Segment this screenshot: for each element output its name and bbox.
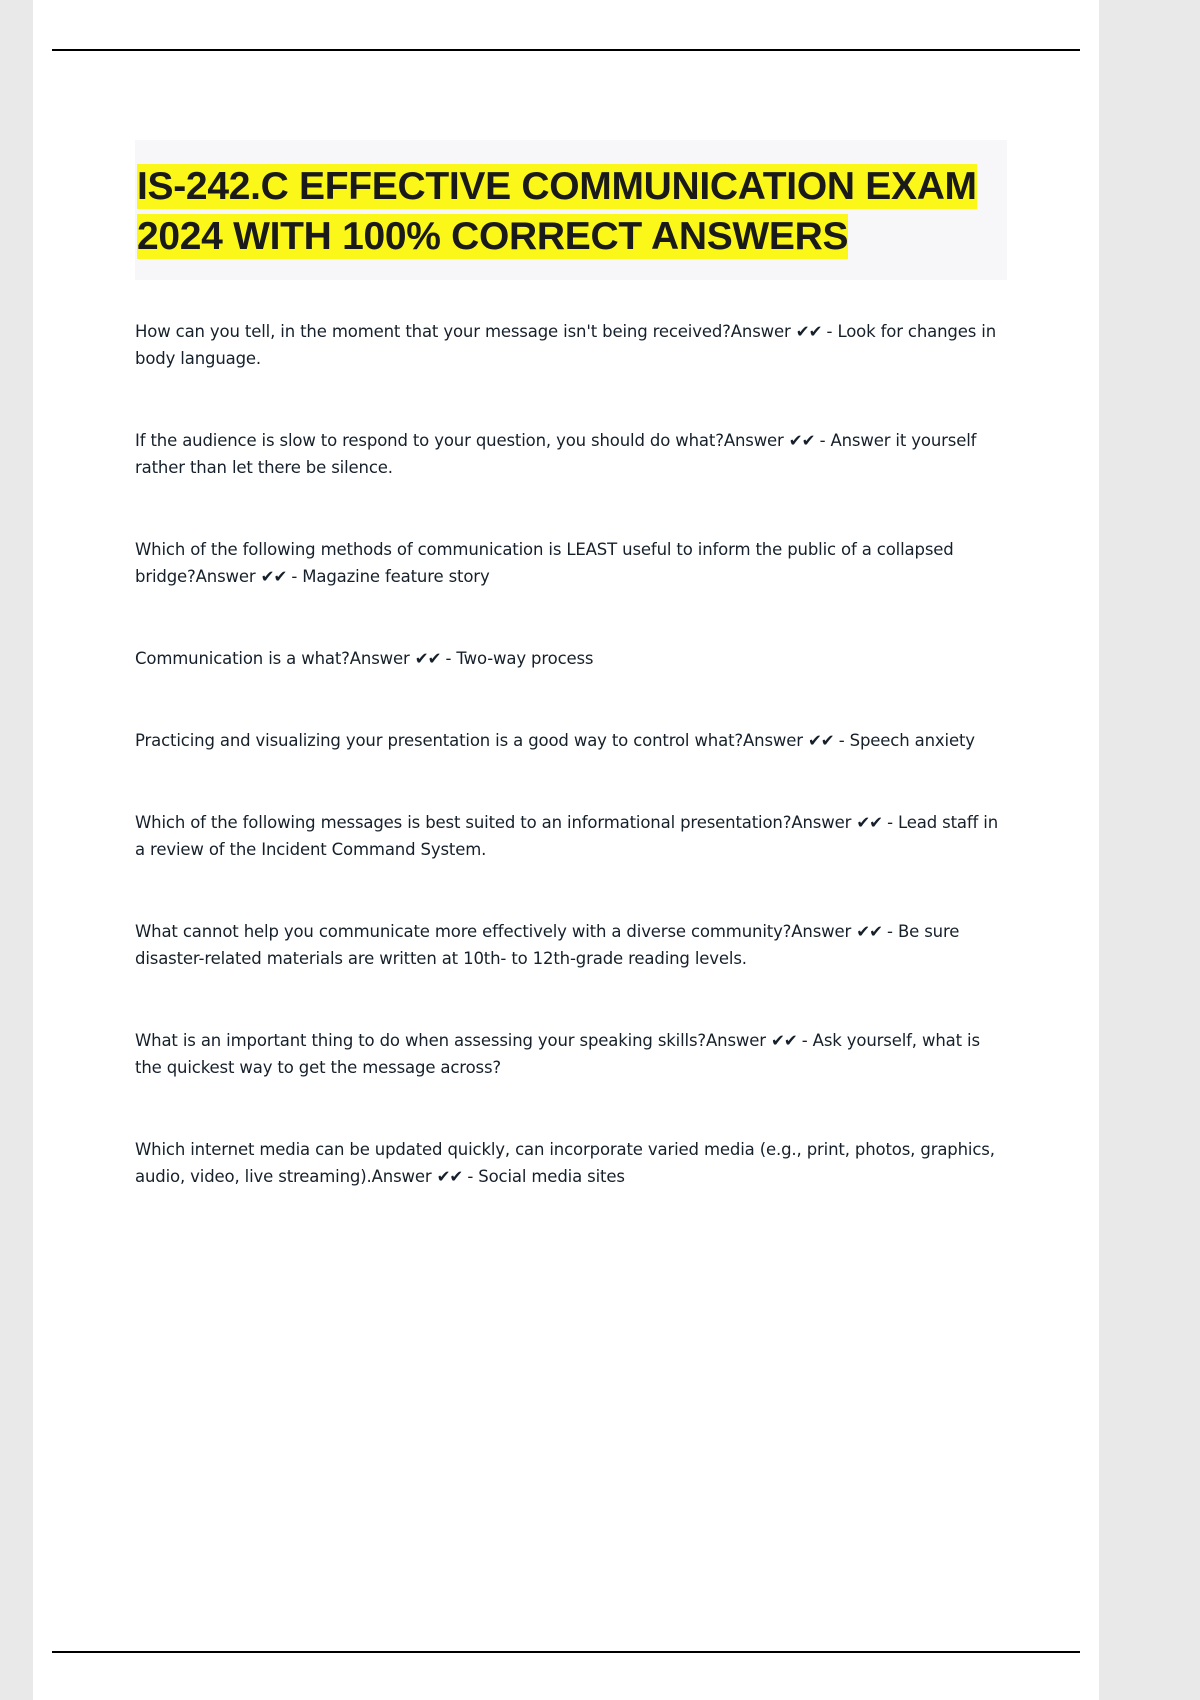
qa-item (135, 1027, 1007, 1081)
qa-answer: - Be sure disaster-related materials are written at 10th- to 12th-grade reading levels. (135, 922, 960, 968)
qa-answer: - Ask yourself, what is the quickest way to get the message across? (135, 1031, 980, 1077)
qa-item (135, 318, 1007, 372)
check-icon: ✔✔ (771, 1031, 797, 1050)
qa-item (135, 918, 1007, 972)
qa-list (135, 318, 1007, 1190)
qa-question: How can you tell, in the moment that your message isn't being received?Answer (135, 322, 791, 341)
qa-answer: - Two-way process (445, 649, 594, 668)
check-icon: ✔✔ (856, 922, 882, 941)
document-content (135, 140, 1007, 1190)
qa-answer: - Answer it yourself rather than let there be silence. (135, 431, 977, 477)
qa-item (135, 809, 1007, 863)
qa-answer: - Magazine feature story (291, 567, 490, 586)
qa-item (135, 427, 1007, 481)
qa-question: What is an important thing to do when assessing your speaking skills?Answer (135, 1031, 766, 1050)
qa-answer: - Lead staff in a review of the Incident Command System. (135, 813, 999, 859)
page-title-text: IS-242.C EFFECTIVE COMMUNICATION EXAM 2024 WITH 100% CORRECT ANSWERS (137, 165, 977, 258)
page-top-rule (52, 49, 1080, 51)
qa-answer: - Speech anxiety (838, 731, 975, 750)
qa-question: Communication is a what?Answer (135, 649, 410, 668)
qa-question: Which of the following messages is best suited to an informational presentation?Answer (135, 813, 852, 832)
qa-item (135, 727, 1007, 754)
qa-question: If the audience is slow to respond to your question, you should do what?Answer (135, 431, 784, 450)
qa-question: Which of the following methods of communication is LEAST useful to inform the public of a collapsed bridge?Answer (135, 540, 954, 586)
qa-item (135, 645, 1007, 672)
check-icon: ✔✔ (260, 567, 287, 586)
qa-item (135, 1136, 1007, 1190)
qa-question: What cannot help you communicate more effectively with a diverse community?Answer (135, 922, 852, 941)
check-icon: ✔✔ (788, 431, 815, 450)
page-title (135, 162, 1007, 262)
qa-question: Which internet media can be updated quickly, can incorporate varied media (e.g., print, photos, graphics, audio, video, live streaming).Answer (135, 1140, 995, 1186)
qa-item (135, 536, 1007, 590)
check-icon: ✔✔ (807, 731, 834, 750)
check-icon: ✔✔ (436, 1167, 463, 1186)
check-icon: ✔✔ (856, 813, 882, 832)
page-bottom-rule (52, 1651, 1080, 1653)
qa-answer: - Social media sites (467, 1167, 625, 1186)
check-icon: ✔✔ (414, 649, 441, 668)
qa-answer: - Look for changes in body language. (135, 322, 997, 368)
qa-question: Practicing and visualizing your presentation is a good way to control what?Answer (135, 731, 803, 750)
title-block (135, 140, 1007, 280)
check-icon: ✔✔ (795, 322, 822, 341)
document-page (33, 0, 1099, 1700)
